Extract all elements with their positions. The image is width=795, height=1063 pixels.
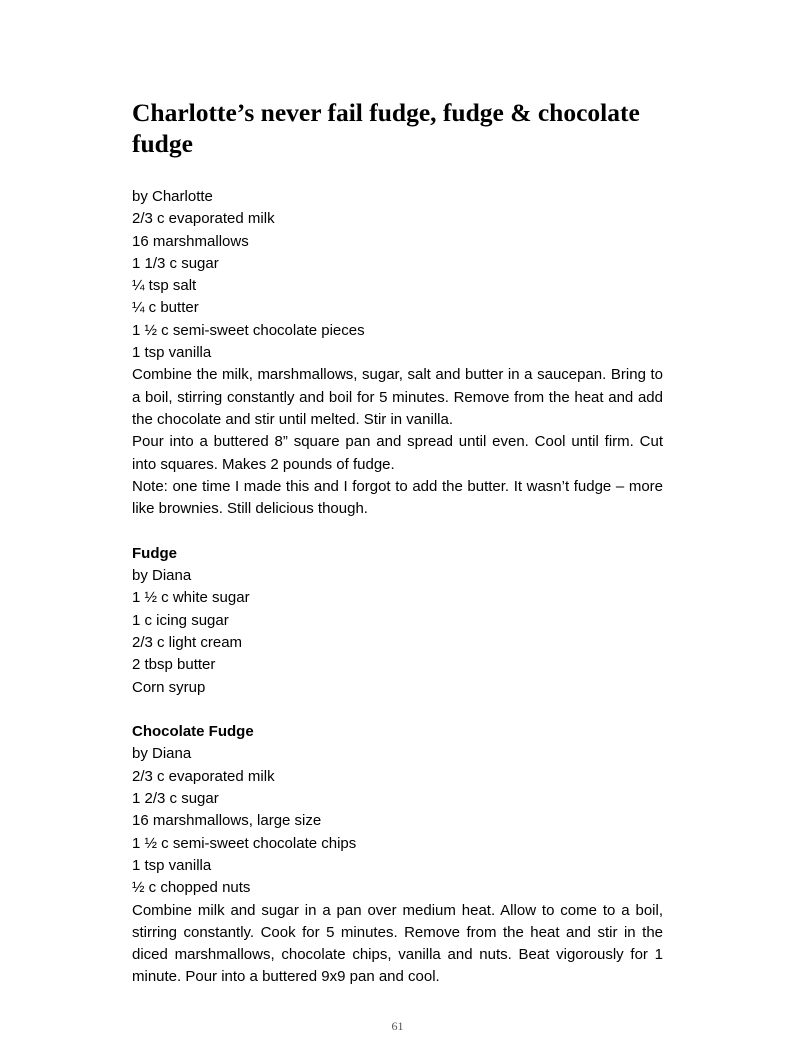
section-spacer — [132, 520, 663, 542]
recipe-byline: by Diana — [132, 745, 192, 763]
page-title: Charlotte’s never fail fudge, fudge & chocolate fudge — [132, 98, 640, 158]
instruction-paragraph: Combine milk and sugar in a pan over medium heat. Allow to come to a boil, stirring constantly. Cook for 5 minutes. Remove from the heat and stir in the diced marshmallows, chocolate chips, vanilla and nuts. Beat vigorously for 1 minute. Pour into a buttered 9x9 pan and cool. — [132, 901, 663, 986]
ingredient-item: 1 c icing sugar — [132, 611, 229, 629]
ingredient-item: 2/3 c light cream — [132, 633, 243, 651]
ingredient-list — [132, 208, 663, 364]
recipe-byline: by Diana — [132, 567, 192, 585]
ingredient-item: 2/3 c evaporated milk — [132, 767, 275, 785]
page-number: 61 — [391, 1019, 404, 1033]
instruction-paragraph: Pour into a buttered 8” square pan and spread until even. Cool until firm. Cut into squares. Makes 2 pounds of fudge. — [132, 433, 663, 473]
ingredient-item: 1 tsp vanilla — [132, 344, 212, 362]
recipe-title: Chocolate Fudge — [132, 723, 254, 741]
recipe-charlotte — [132, 186, 663, 520]
ingredient-item: 1 ½ c white sugar — [132, 589, 250, 607]
ingredient-item: 1 2/3 c sugar — [132, 790, 219, 808]
ingredient-item: 1 ½ c semi-sweet chocolate chips — [132, 834, 357, 852]
ingredient-item: 16 marshmallows, large size — [132, 812, 322, 830]
ingredient-item: ¼ tsp salt — [132, 277, 197, 295]
ingredient-item: Corn syrup — [132, 678, 206, 696]
ingredient-list — [132, 587, 663, 698]
ingredient-item: ½ c chopped nuts — [132, 879, 251, 897]
ingredient-item: 1 ½ c semi-sweet chocolate pieces — [132, 321, 365, 339]
ingredient-item: ¼ c butter — [132, 299, 199, 317]
instruction-paragraph: Combine the milk, marshmallows, sugar, salt and butter in a saucepan. Bring to a boil, stirring constantly and boil for 5 minutes. Remove from the heat and add the chocolate and stir until melted. Stir in vanilla. — [132, 366, 663, 428]
ingredient-list — [132, 766, 663, 900]
ingredient-item: 1 tsp vanilla — [132, 856, 212, 874]
recipe-title: Fudge — [132, 544, 177, 562]
ingredient-item: 2/3 c evaporated milk — [132, 210, 275, 228]
ingredient-item: 2 tbsp butter — [132, 656, 216, 674]
ingredient-item: 16 marshmallows — [132, 232, 249, 250]
section-spacer — [132, 699, 663, 721]
recipe-byline: by Charlotte — [132, 188, 213, 205]
recipe-chocolate-fudge — [132, 721, 663, 989]
ingredient-item: 1 1/3 c sugar — [132, 254, 219, 272]
document-page — [132, 97, 663, 989]
note-paragraph: Note: one time I made this and I forgot to add the butter. It wasn’t fudge – more like brownies. Still delicious though. — [132, 477, 663, 518]
recipe-fudge — [132, 543, 663, 699]
